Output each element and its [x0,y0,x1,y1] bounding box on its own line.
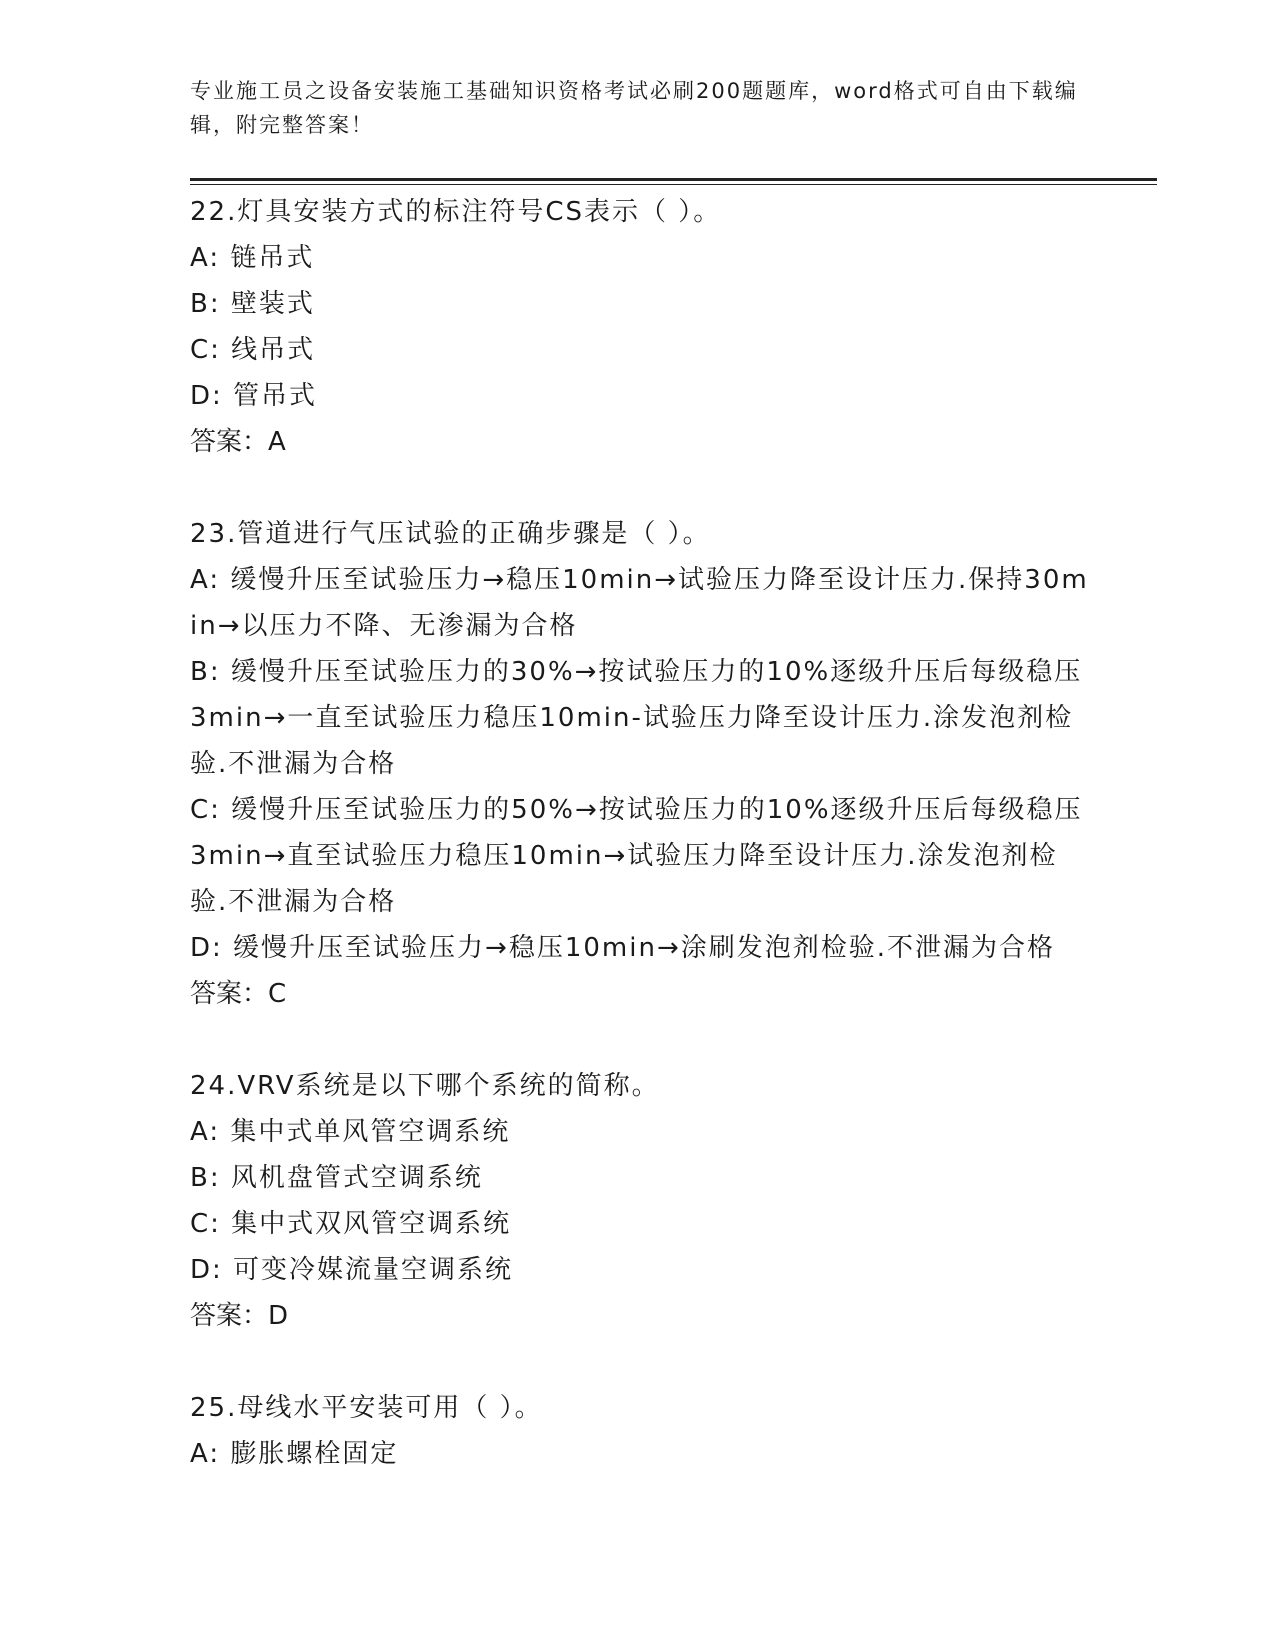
question-24 [190,1063,1090,1339]
header-divider-thin [190,184,1157,185]
option-d: D: 可变冷媒流量空调系统 [190,1255,514,1285]
question-25 [190,1385,1090,1477]
question-stem: 25.母线水平安装可用（ ）。 [190,1393,543,1423]
option-b: B: 壁装式 [190,289,315,319]
option-c: C: 线吊式 [190,335,316,365]
header-divider-thick [190,178,1157,181]
option-a: A: 链吊式 [190,243,315,273]
option-b: B: 风机盘管式空调系统 [190,1163,483,1193]
question-stem: 23.管道进行气压试验的正确步骤是（ ）。 [190,519,711,549]
option-d: D: 缓慢升压至试验压力→稳压10min→涂刷发泡剂检验.不泄漏为合格 [190,933,1055,963]
option-a: A: 缓慢升压至试验压力→稳压10min→试验压力降至设计压力.保持30min→以压力不降、无渗漏为合格 [190,565,1089,641]
question-stem: 24.VRV系统是以下哪个系统的简称。 [190,1071,660,1101]
question-stem: 22.灯具安装方式的标注符号CS表示（ ）。 [190,197,722,227]
option-c: C: 缓慢升压至试验压力的50%→按试验压力的10%逐级升压后每级稳压3min→直至试验压力稳压10min→试验压力降至设计压力.涂发泡剂检验.不泄漏为合格 [190,795,1083,917]
option-b: B: 缓慢升压至试验压力的30%→按试验压力的10%逐级升压后每级稳压3min→一直至试验压力稳压10min-试验压力降至设计压力.涂发泡剂检验.不泄漏为合格 [190,657,1083,779]
question-list [190,189,1090,1477]
answer-label: 答案：C [190,979,287,1009]
document-header: 专业施工员之设备安装施工基础知识资格考试必刷200题题库，word格式可自由下载编辑，附完整答案！ [190,79,1078,137]
question-22 [190,189,1090,465]
answer-label: 答案：D [190,1301,289,1331]
question-23 [190,511,1090,1017]
option-c: C: 集中式双风管空调系统 [190,1209,512,1239]
option-d: D: 管吊式 [190,381,318,411]
option-a: A: 膨胀螺栓固定 [190,1439,399,1469]
answer-label: 答案：A [190,427,286,457]
option-a: A: 集中式单风管空调系统 [190,1117,511,1147]
